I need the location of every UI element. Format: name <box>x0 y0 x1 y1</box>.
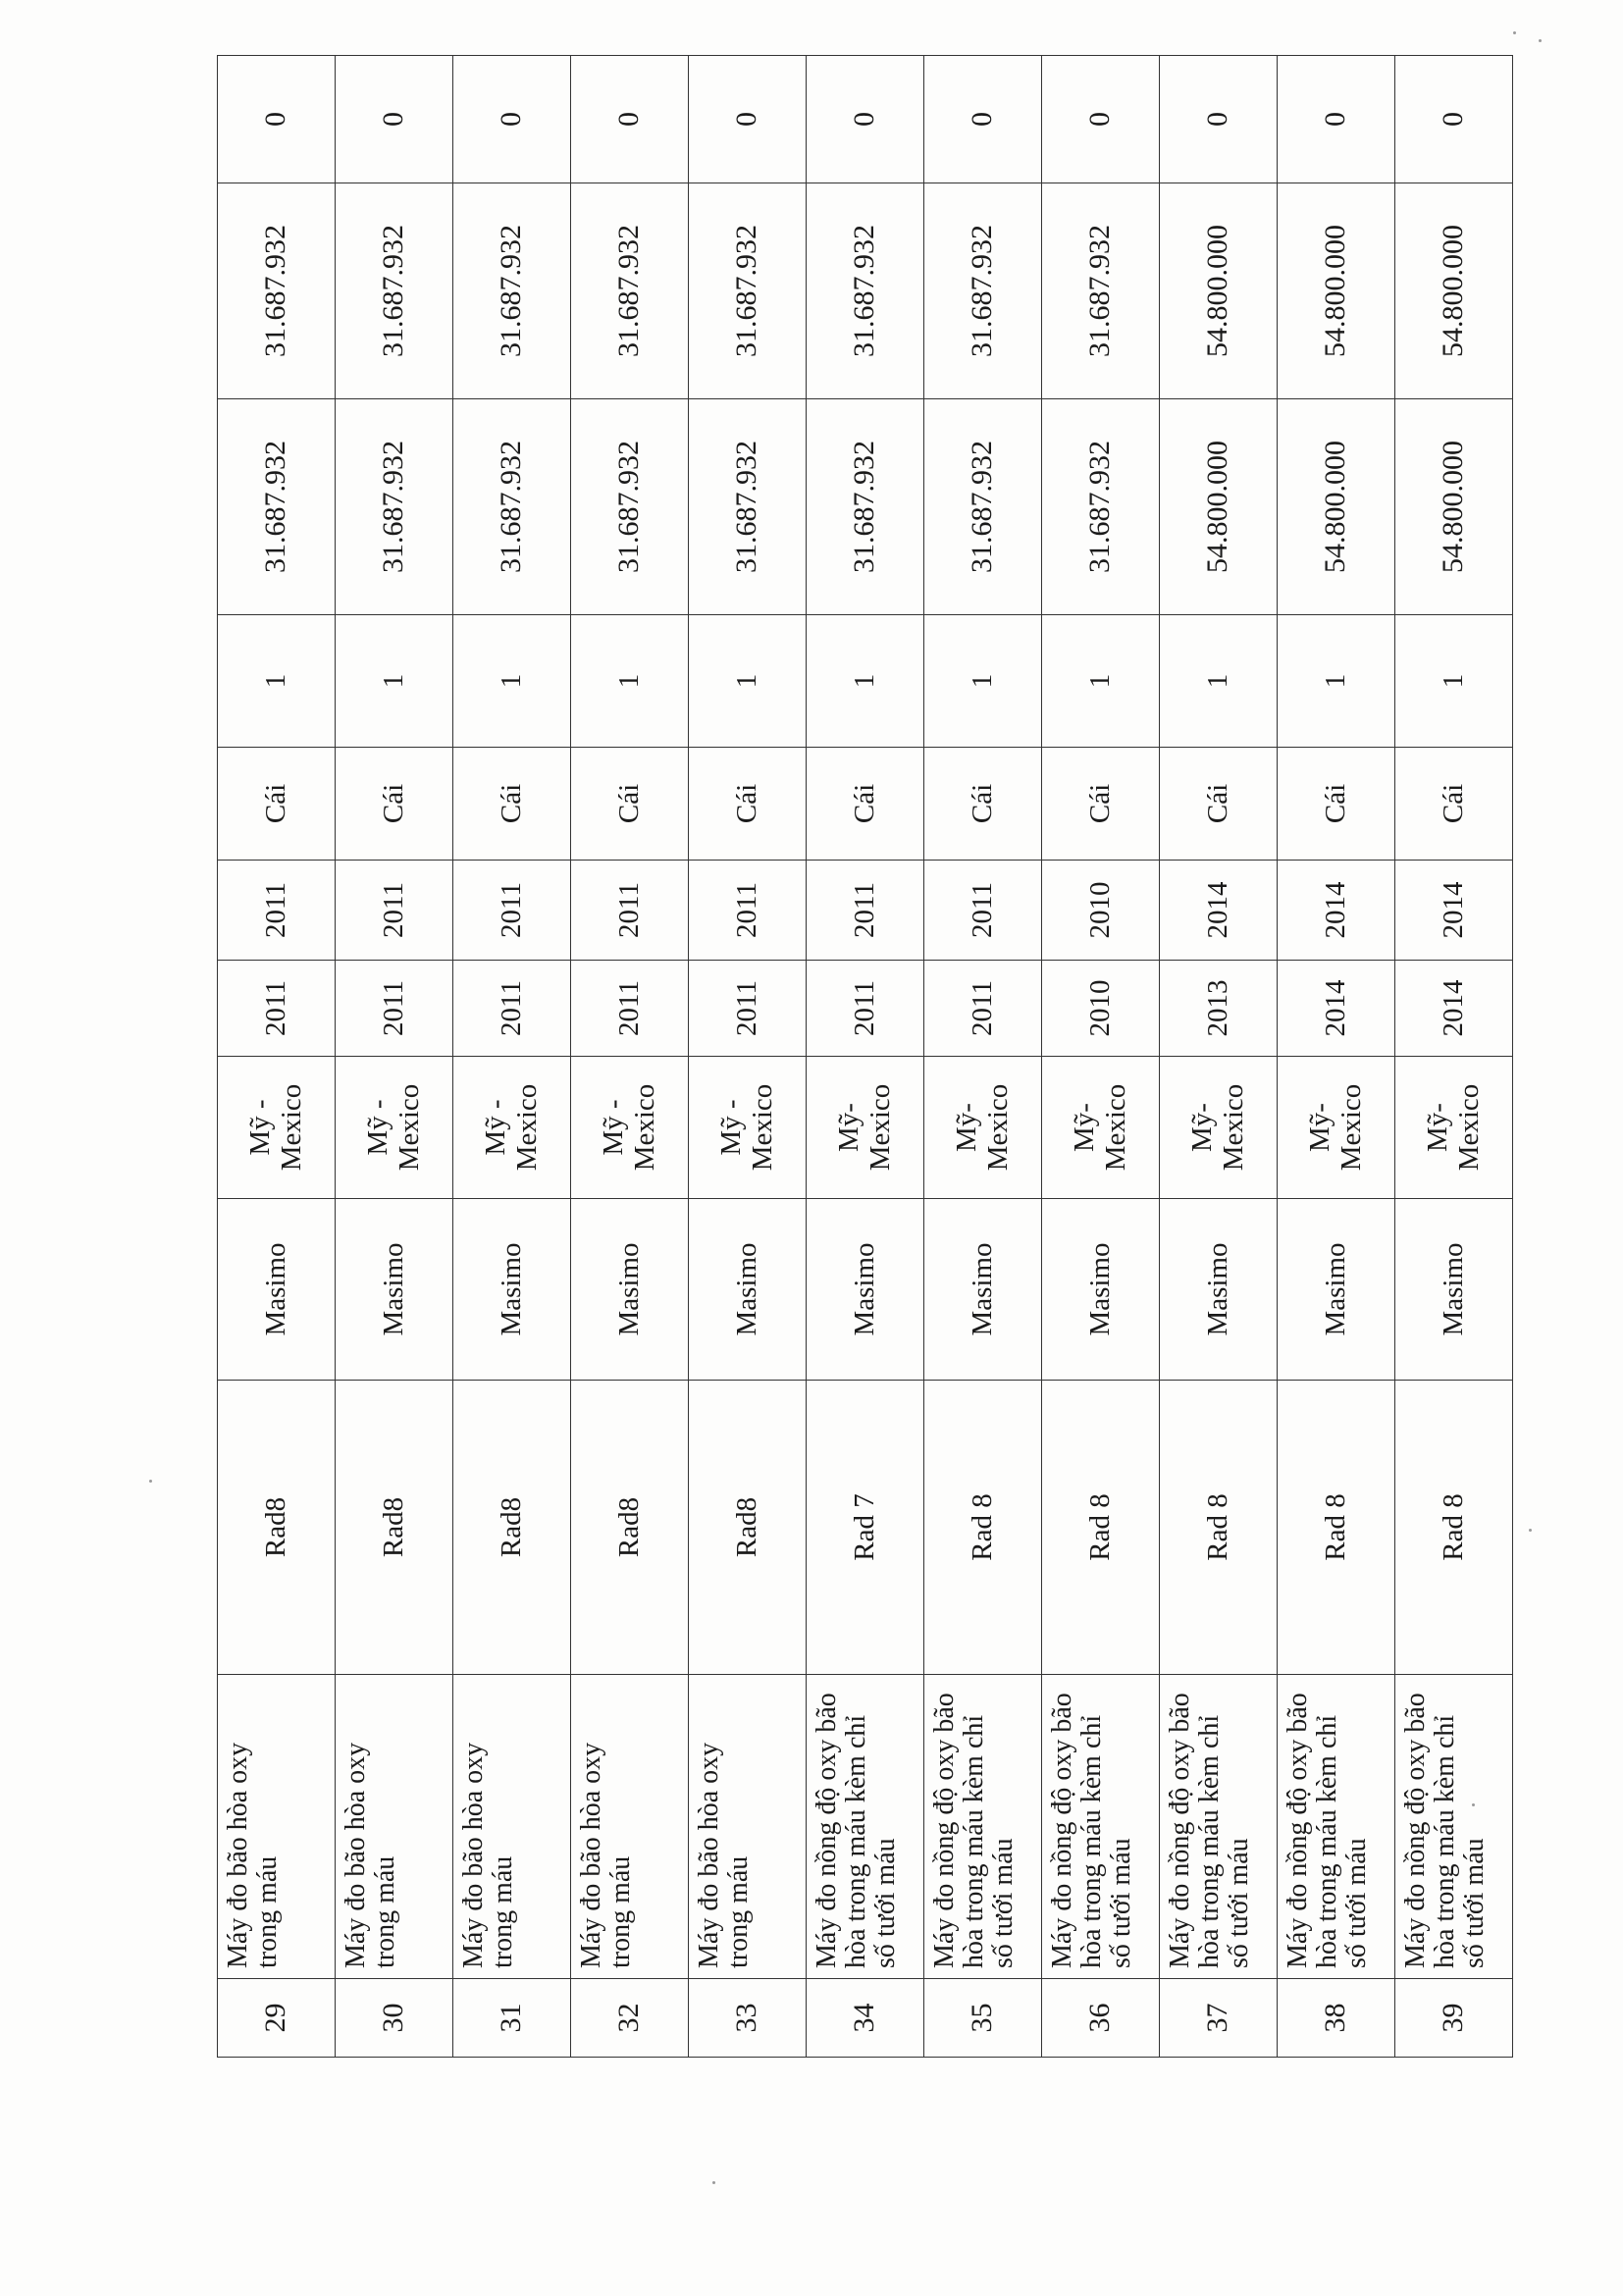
unit-cell: Cái <box>453 748 571 861</box>
quantity-cell: 1 <box>807 615 924 748</box>
year-made-cell: 2014 <box>1395 961 1513 1057</box>
equipment-name-cell: Máy đo bão hòa oxy trong máu <box>336 1675 453 1979</box>
year-use-cell: 2014 <box>1278 861 1395 961</box>
origin-cell: Mỹ - Mexico <box>571 1057 689 1199</box>
row-number-cell: 36 <box>1042 1979 1160 2058</box>
row-number-cell: 34 <box>807 1979 924 2058</box>
scan-speck <box>712 2181 715 2184</box>
year-made-cell: 2014 <box>1278 961 1395 1057</box>
model-cell: Rad8 <box>218 1381 336 1675</box>
year-made-cell: 2010 <box>1042 961 1160 1057</box>
table-row <box>1042 56 1160 2058</box>
row-number-cell: 37 <box>1160 1979 1278 2058</box>
row-number-cell: 38 <box>1278 1979 1395 2058</box>
manufacturer-cell: Masimo <box>689 1199 807 1381</box>
remaining-value-cell: 0 <box>571 56 689 183</box>
origin-cell: Mỹ- Mexico <box>1042 1057 1160 1199</box>
model-cell: Rad 8 <box>1278 1381 1395 1675</box>
scan-speck <box>1529 1529 1532 1532</box>
quantity-cell: 1 <box>1278 615 1395 748</box>
remaining-value-cell: 0 <box>689 56 807 183</box>
year-use-cell: 2011 <box>807 861 924 961</box>
table-row <box>571 56 689 2058</box>
equipment-name-cell: Máy đo nồng độ oxy bão hòa trong máu kèm chỉ số tưới máu <box>1160 1675 1278 1979</box>
model-cell: Rad8 <box>453 1381 571 1675</box>
equipment-name-cell: Máy đo bão hòa oxy trong máu <box>689 1675 807 1979</box>
unit-cell: Cái <box>218 748 336 861</box>
remaining-value-cell: 0 <box>1160 56 1278 183</box>
total-value-cell: 31.687.932 <box>1042 183 1160 399</box>
total-value-cell: 31.687.932 <box>571 183 689 399</box>
quantity-cell: 1 <box>1042 615 1160 748</box>
year-use-cell: 2014 <box>1160 861 1278 961</box>
unit-cell: Cái <box>807 748 924 861</box>
origin-cell: Mỹ- Mexico <box>1395 1057 1513 1199</box>
origin-cell: Mỹ- Mexico <box>924 1057 1042 1199</box>
total-value-cell: 31.687.932 <box>453 183 571 399</box>
year-made-cell: 2011 <box>336 961 453 1057</box>
row-number-cell: 33 <box>689 1979 807 2058</box>
unit-cell: Cái <box>1042 748 1160 861</box>
quantity-cell: 1 <box>1160 615 1278 748</box>
year-made-cell: 2011 <box>807 961 924 1057</box>
manufacturer-cell: Masimo <box>453 1199 571 1381</box>
unit-price-cell: 31.687.932 <box>453 399 571 615</box>
quantity-cell: 1 <box>924 615 1042 748</box>
manufacturer-cell: Masimo <box>1395 1199 1513 1381</box>
year-made-cell: 2013 <box>1160 961 1278 1057</box>
year-made-cell: 2011 <box>218 961 336 1057</box>
equipment-name-cell: Máy đo nồng độ oxy bão hòa trong máu kèm chỉ số tưới máu <box>1395 1675 1513 1979</box>
origin-cell: Mỹ- Mexico <box>1160 1057 1278 1199</box>
row-number-cell: 39 <box>1395 1979 1513 2058</box>
table-row <box>1278 56 1395 2058</box>
model-cell: Rad 8 <box>1042 1381 1160 1675</box>
remaining-value-cell: 0 <box>453 56 571 183</box>
origin-cell: Mỹ - Mexico <box>453 1057 571 1199</box>
manufacturer-cell: Masimo <box>336 1199 453 1381</box>
equipment-name-cell: Máy đo nồng độ oxy bão hòa trong máu kèm chỉ số tưới máu <box>1042 1675 1160 1979</box>
year-use-cell: 2011 <box>218 861 336 961</box>
remaining-value-cell: 0 <box>1042 56 1160 183</box>
quantity-cell: 1 <box>218 615 336 748</box>
unit-cell: Cái <box>924 748 1042 861</box>
total-value-cell: 31.687.932 <box>218 183 336 399</box>
year-made-cell: 2011 <box>453 961 571 1057</box>
quantity-cell: 1 <box>336 615 453 748</box>
scan-speck <box>1513 31 1516 34</box>
equipment-name-cell: Máy đo bão hòa oxy trong máu <box>218 1675 336 1979</box>
table-row <box>807 56 924 2058</box>
year-made-cell: 2011 <box>689 961 807 1057</box>
model-cell: Rad 7 <box>807 1381 924 1675</box>
model-cell: Rad 8 <box>924 1381 1042 1675</box>
unit-cell: Cái <box>1395 748 1513 861</box>
total-value-cell: 54.800.000 <box>1160 183 1278 399</box>
row-number-cell: 31 <box>453 1979 571 2058</box>
total-value-cell: 31.687.932 <box>807 183 924 399</box>
year-use-cell: 2011 <box>453 861 571 961</box>
year-use-cell: 2011 <box>924 861 1042 961</box>
year-use-cell: 2010 <box>1042 861 1160 961</box>
table-row <box>1160 56 1278 2058</box>
unit-cell: Cái <box>689 748 807 861</box>
model-cell: Rad8 <box>571 1381 689 1675</box>
equipment-name-cell: Máy đo nồng độ oxy bão hòa trong máu kèm chỉ số tưới máu <box>807 1675 924 1979</box>
quantity-cell: 1 <box>689 615 807 748</box>
manufacturer-cell: Masimo <box>1042 1199 1160 1381</box>
unit-price-cell: 31.687.932 <box>571 399 689 615</box>
quantity-cell: 1 <box>453 615 571 748</box>
unit-price-cell: 54.800.000 <box>1278 399 1395 615</box>
total-value-cell: 54.800.000 <box>1395 183 1513 399</box>
rotated-table-container <box>217 56 1491 2058</box>
unit-price-cell: 31.687.932 <box>1042 399 1160 615</box>
unit-price-cell: 31.687.932 <box>218 399 336 615</box>
total-value-cell: 31.687.932 <box>336 183 453 399</box>
table-row <box>924 56 1042 2058</box>
row-number-cell: 29 <box>218 1979 336 2058</box>
table-row <box>689 56 807 2058</box>
quantity-cell: 1 <box>1395 615 1513 748</box>
remaining-value-cell: 0 <box>336 56 453 183</box>
origin-cell: Mỹ- Mexico <box>1278 1057 1395 1199</box>
table-body <box>218 56 1513 2058</box>
manufacturer-cell: Masimo <box>218 1199 336 1381</box>
quantity-cell: 1 <box>571 615 689 748</box>
remaining-value-cell: 0 <box>1278 56 1395 183</box>
unit-price-cell: 31.687.932 <box>689 399 807 615</box>
total-value-cell: 31.687.932 <box>689 183 807 399</box>
total-value-cell: 31.687.932 <box>924 183 1042 399</box>
unit-price-cell: 31.687.932 <box>807 399 924 615</box>
table-row <box>453 56 571 2058</box>
remaining-value-cell: 0 <box>924 56 1042 183</box>
year-use-cell: 2014 <box>1395 861 1513 961</box>
remaining-value-cell: 0 <box>807 56 924 183</box>
unit-price-cell: 54.800.000 <box>1160 399 1278 615</box>
year-use-cell: 2011 <box>571 861 689 961</box>
remaining-value-cell: 0 <box>1395 56 1513 183</box>
year-use-cell: 2011 <box>689 861 807 961</box>
origin-cell: Mỹ - Mexico <box>689 1057 807 1199</box>
year-made-cell: 2011 <box>924 961 1042 1057</box>
equipment-name-cell: Máy đo bão hòa oxy trong máu <box>453 1675 571 1979</box>
unit-price-cell: 31.687.932 <box>336 399 453 615</box>
manufacturer-cell: Masimo <box>571 1199 689 1381</box>
table-row <box>1395 56 1513 2058</box>
unit-cell: Cái <box>571 748 689 861</box>
year-made-cell: 2011 <box>571 961 689 1057</box>
unit-cell: Cái <box>1278 748 1395 861</box>
manufacturer-cell: Masimo <box>1278 1199 1395 1381</box>
equipment-name-cell: Máy đo nồng độ oxy bão hòa trong máu kèm chỉ số tưới máu <box>924 1675 1042 1979</box>
scan-speck <box>1472 1803 1475 1806</box>
scan-speck <box>1539 39 1542 42</box>
equipment-table <box>217 55 1513 2058</box>
table-row <box>218 56 336 2058</box>
manufacturer-cell: Masimo <box>807 1199 924 1381</box>
model-cell: Rad 8 <box>1160 1381 1278 1675</box>
unit-price-cell: 54.800.000 <box>1395 399 1513 615</box>
origin-cell: Mỹ - Mexico <box>218 1057 336 1199</box>
total-value-cell: 54.800.000 <box>1278 183 1395 399</box>
model-cell: Rad8 <box>336 1381 453 1675</box>
row-number-cell: 30 <box>336 1979 453 2058</box>
unit-cell: Cái <box>1160 748 1278 861</box>
equipment-name-cell: Máy đo nồng độ oxy bão hòa trong máu kèm chỉ số tưới máu <box>1278 1675 1395 1979</box>
table-row <box>336 56 453 2058</box>
remaining-value-cell: 0 <box>218 56 336 183</box>
scan-speck <box>149 1480 152 1483</box>
manufacturer-cell: Masimo <box>1160 1199 1278 1381</box>
equipment-name-cell: Máy đo bão hòa oxy trong máu <box>571 1675 689 1979</box>
manufacturer-cell: Masimo <box>924 1199 1042 1381</box>
unit-price-cell: 31.687.932 <box>924 399 1042 615</box>
year-use-cell: 2011 <box>336 861 453 961</box>
row-number-cell: 32 <box>571 1979 689 2058</box>
model-cell: Rad 8 <box>1395 1381 1513 1675</box>
origin-cell: Mỹ - Mexico <box>336 1057 453 1199</box>
model-cell: Rad8 <box>689 1381 807 1675</box>
row-number-cell: 35 <box>924 1979 1042 2058</box>
unit-cell: Cái <box>336 748 453 861</box>
origin-cell: Mỹ- Mexico <box>807 1057 924 1199</box>
